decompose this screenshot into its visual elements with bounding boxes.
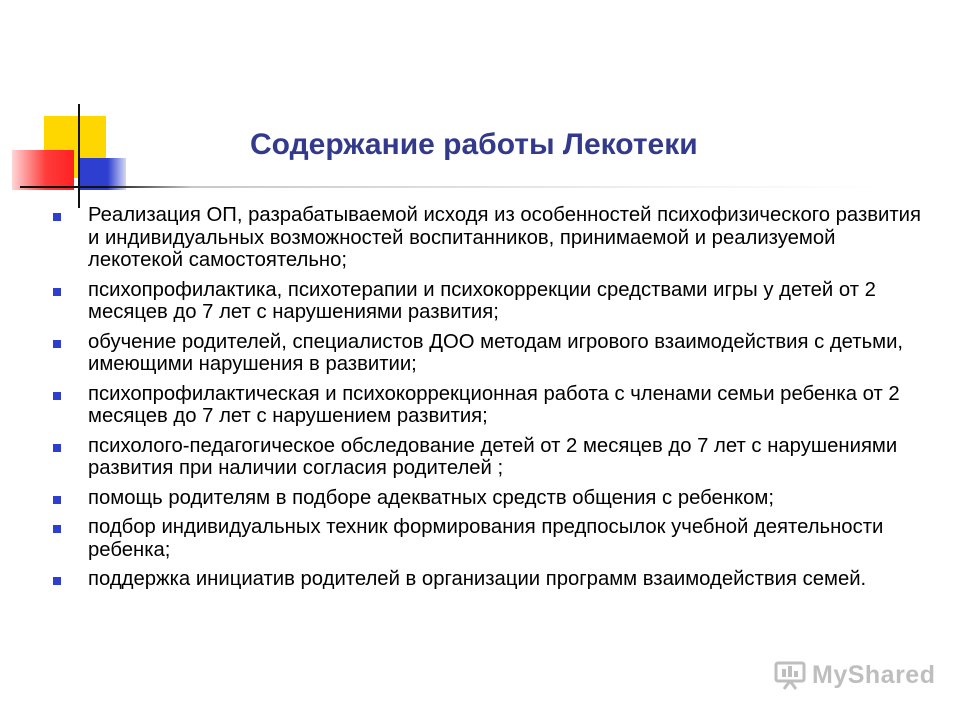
list-item: [46, 331, 936, 376]
square-bullet-icon: [53, 392, 61, 400]
decor-red-square: [12, 150, 74, 190]
list-item-text: подбор индивидуальных техник формирования предпосылок учебной деятельности ребенка;: [88, 516, 884, 561]
list-item: [46, 516, 936, 561]
list-item: [46, 383, 936, 428]
square-bullet-icon: [53, 213, 61, 221]
list-item: [46, 487, 936, 510]
decor-vertical-line: [78, 104, 80, 208]
square-bullet-icon: [53, 577, 61, 585]
square-bullet-icon: [53, 444, 61, 452]
list-item-text: поддержка инициатив родителей в организации программ взаимодействия семей.: [88, 568, 867, 590]
square-bullet-icon: [53, 525, 61, 533]
square-bullet-icon: [53, 288, 61, 296]
list-item: [46, 204, 936, 272]
list-item-text: помощь родителям в подборе адекватных средств общения с ребенком;: [88, 486, 774, 509]
list-item-text: психолого-педагогическое обследование детей от 2 месяцев до 7 лет с нарушениями развития при наличии согласия родителей ;: [88, 434, 898, 479]
square-bullet-icon: [53, 340, 61, 348]
content-list: [46, 204, 936, 598]
list-item: [46, 279, 936, 324]
decor-horizontal-line: [20, 186, 880, 188]
list-item-text: Реализация ОП, разрабатываемой исходя из особенностей психофизического развития и индивидуальных возможностей воспитанников, принимаемой и реализуемой лекотекой самостоятельно;: [88, 204, 921, 271]
watermark: [774, 655, 935, 695]
list-item: [46, 568, 936, 591]
list-item-text: психопрофилактика, психотерапии и психокоррекции средствами игры у детей от 2 месяцев до 7 лет с нарушениями развития;: [88, 278, 876, 323]
slide-title: Содержание работы Лекотеки: [250, 128, 698, 161]
watermark-text: MyShared: [812, 660, 936, 689]
list-item-text: психопрофилактическая и психокоррекционная работа с членами семьи ребенка от 2 месяцев до 7 лет с нарушением развития;: [88, 382, 900, 427]
presentation-board-icon: [774, 660, 806, 690]
list-item-text: обучение родителей, специалистов ДОО методам игрового взаимодействия с детьми, имеющими нарушения в развитии;: [88, 330, 904, 375]
list-item: [46, 435, 936, 480]
square-bullet-icon: [53, 496, 61, 504]
